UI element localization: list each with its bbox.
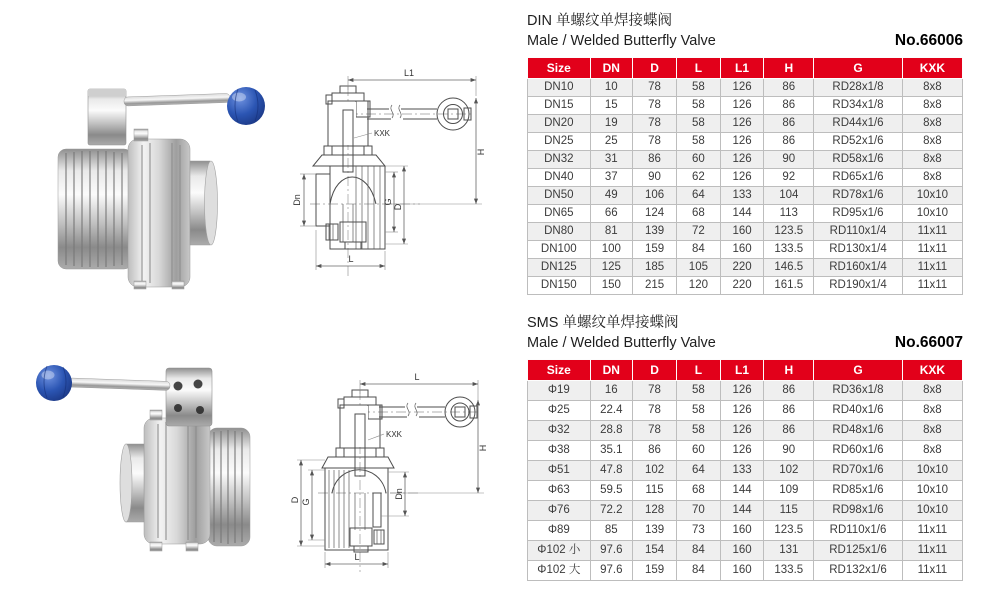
handle-knob [227,87,265,125]
table-cell: 102 [764,461,814,481]
table-cell: 10x10 [902,205,962,223]
table-cell: Φ76 [528,501,591,521]
table-cell: 126 [720,169,764,187]
table-row [528,521,963,541]
table-cell: 8x8 [902,421,962,441]
table-cell: RD48x1/6 [814,421,903,441]
table-cell: 49 [590,187,632,205]
table-cell: 58 [677,79,721,97]
table-cell: RD70x1/6 [814,461,903,481]
table-cell: 58 [677,133,721,151]
table-row [528,481,963,501]
column-header: DN [590,58,632,79]
table-cell: RD132x1/6 [814,561,903,581]
product-title-cn: DIN 单螺纹单焊接蝶阀 [527,13,672,29]
table-cell: 86 [633,441,677,461]
column-header: Size [528,360,591,381]
table-cell: 64 [677,187,721,205]
table-row [528,541,963,561]
table-cell: DN125 [528,259,591,277]
table-cell: 139 [633,521,677,541]
table-cell: 10x10 [902,461,962,481]
product-title-en: Male / Welded Butterfly Valve [527,33,716,49]
technical-drawing-sms [288,360,520,595]
dim-label-outer: D [290,496,300,504]
table-cell: RD60x1/6 [814,441,903,461]
spec-table-din [527,57,963,295]
table-cell: 86 [764,381,814,401]
drawing-dimensions [290,372,488,568]
table-cell: 72 [677,223,721,241]
dim-label-stem: KXK [374,129,391,138]
table-cell: RD65x1/6 [814,169,903,187]
table-cell: 8x8 [902,151,962,169]
table-cell: DN100 [528,241,591,259]
valve-body [120,410,210,551]
table-cell: Φ32 [528,421,591,441]
table-cell: 25 [590,133,632,151]
table-cell: 78 [633,421,677,441]
column-header: L1 [720,360,764,381]
table-cell: DN150 [528,277,591,295]
table-cell: 126 [720,79,764,97]
table-cell: 86 [764,79,814,97]
table-row [528,97,963,115]
table-cell: 160 [720,521,764,541]
table-cell: 68 [677,481,721,501]
table-cell: 97.6 [590,561,632,581]
table-cell: 64 [677,461,721,481]
table-cell: 90 [764,151,814,169]
table-cell: 126 [720,401,764,421]
table-cell: Φ102 大 [528,561,591,581]
table-cell: 8x8 [902,79,962,97]
table-cell: DN40 [528,169,591,187]
table-cell: 126 [720,441,764,461]
dim-label-height: H [476,148,486,156]
table-row [528,205,963,223]
table-cell: RD36x1/8 [814,381,903,401]
table-row [528,561,963,581]
table-cell: Φ19 [528,381,591,401]
table-row [528,115,963,133]
product-photo-din [30,75,300,290]
handle-neck [166,368,212,426]
table-cell: 22.4 [590,401,632,421]
table-cell: 106 [633,187,677,205]
table-cell: 8x8 [902,133,962,151]
table-cell: Φ63 [528,481,591,501]
table-cell: 102 [633,461,677,481]
handle-rod [124,93,230,106]
drawing-handle [367,105,437,119]
table-cell: 84 [677,561,721,581]
table-row [528,259,963,277]
column-header: L [677,58,721,79]
table-cell: 59.5 [590,481,632,501]
product-photo-sms [20,352,300,572]
table-cell: RD52x1/6 [814,133,903,151]
table-cell: RD98x1/6 [814,501,903,521]
table-cell: 86 [764,133,814,151]
table-row [528,461,963,481]
table-row [528,133,963,151]
table-cell: 185 [633,259,677,277]
table-cell: 58 [677,115,721,133]
table-cell: 144 [720,205,764,223]
table-cell: 160 [720,223,764,241]
column-header: KXK [902,360,962,381]
table-cell: Φ38 [528,441,591,461]
column-header: KXK [902,58,962,79]
table-cell: Φ89 [528,521,591,541]
table-cell: 90 [764,441,814,461]
table-row [528,421,963,441]
table-row [528,151,963,169]
table-cell: 78 [633,401,677,421]
table-cell: 78 [633,133,677,151]
column-header: D [633,360,677,381]
handle-knob [36,365,72,401]
table-cell: DN10 [528,79,591,97]
table-cell: Φ102 小 [528,541,591,561]
dim-label-length: L [354,552,360,562]
table-cell: 8x8 [902,401,962,421]
table-cell: 8x8 [902,169,962,187]
column-header: G [814,360,903,381]
table-cell: 86 [764,401,814,421]
table-row [528,277,963,295]
valve-photo-handle-left [20,352,300,572]
table-cell: 90 [633,169,677,187]
table-cell: 15 [590,97,632,115]
valve-drawing-din [288,52,520,302]
product-title-en: Male / Welded Butterfly Valve [527,335,716,351]
table-cell: 10x10 [902,187,962,205]
dim-label-bore: Dn [394,488,404,500]
table-cell: 154 [633,541,677,561]
table-cell: 84 [677,541,721,561]
valve-body [128,129,218,289]
column-header: H [764,360,814,381]
table-cell: 8x8 [902,97,962,115]
handle-neck [88,89,126,145]
dim-label-stem: KXK [386,430,403,439]
table-row [528,381,963,401]
table-cell: 123.5 [764,521,814,541]
drawing-body [313,155,385,249]
table-cell: 133.5 [764,241,814,259]
table-cell: 11x11 [902,541,962,561]
table-cell: 70 [677,501,721,521]
table-cell: DN50 [528,187,591,205]
table-cell: RD110x1/6 [814,521,903,541]
model-number: No.66007 [894,334,963,351]
table-header-row [528,360,963,381]
table-cell: 150 [590,277,632,295]
handle-rod [68,378,170,391]
table-row [528,187,963,205]
table-cell: 16 [590,381,632,401]
table-cell: 104 [764,187,814,205]
table-cell: 58 [677,97,721,115]
table-cell: RD190x1/4 [814,277,903,295]
table-cell: 73 [677,521,721,541]
table-cell: 78 [633,79,677,97]
model-number: No.66006 [894,32,963,49]
dim-label-bore: Dn [292,194,302,206]
spec-panel-sms [527,314,963,581]
table-cell: 8x8 [902,381,962,401]
spec-table-sms [527,359,963,581]
table-cell: Φ51 [528,461,591,481]
table-cell: RD58x1/6 [814,151,903,169]
table-cell: Φ25 [528,401,591,421]
table-cell: RD34x1/8 [814,97,903,115]
table-cell: 62 [677,169,721,187]
table-cell: 115 [633,481,677,501]
table-cell: 161.5 [764,277,814,295]
table-cell: 28.8 [590,421,632,441]
drawing-body [322,457,394,552]
table-row [528,241,963,259]
table-cell: RD110x1/4 [814,223,903,241]
table-cell: DN65 [528,205,591,223]
table-cell: 78 [633,381,677,401]
table-cell: 10x10 [902,501,962,521]
threaded-end [208,428,250,546]
table-cell: 11x11 [902,241,962,259]
table-cell: 92 [764,169,814,187]
table-cell: 58 [677,401,721,421]
table-cell: 113 [764,205,814,223]
table-cell: 133.5 [764,561,814,581]
table-cell: RD125x1/6 [814,541,903,561]
table-cell: 11x11 [902,521,962,541]
table-cell: 215 [633,277,677,295]
column-header: D [633,58,677,79]
table-cell: DN20 [528,115,591,133]
table-row [528,401,963,421]
table-cell: 144 [720,481,764,501]
table-cell: 86 [764,97,814,115]
table-cell: 100 [590,241,632,259]
table-cell: 139 [633,223,677,241]
table-cell: 126 [720,421,764,441]
dim-label-top: L1 [403,68,415,78]
table-row [528,441,963,461]
product-title-cn: SMS 单螺纹单焊接蝶阀 [527,315,679,331]
table-cell: 123.5 [764,223,814,241]
table-row [528,79,963,97]
table-cell: 31 [590,151,632,169]
table-cell: 8x8 [902,441,962,461]
table-cell: 35.1 [590,441,632,461]
column-header: Size [528,58,591,79]
dim-label-length: L [348,254,354,264]
column-header: G [814,58,903,79]
drawing-handle [379,403,445,417]
table-cell: 85 [590,521,632,541]
table-cell: 19 [590,115,632,133]
table-cell: 120 [677,277,721,295]
table-cell: 66 [590,205,632,223]
table-cell: 86 [764,421,814,441]
table-cell: RD130x1/4 [814,241,903,259]
valve-drawing-sms [288,360,520,595]
spec-panel-din [527,12,963,295]
table-cell: 160 [720,241,764,259]
table-cell: 160 [720,561,764,581]
table-cell: 78 [633,97,677,115]
table-cell: 125 [590,259,632,277]
table-cell: 97.6 [590,541,632,561]
dim-label-outer: D [393,203,403,211]
table-header-row [528,58,963,79]
table-cell: 11x11 [902,561,962,581]
table-cell: 109 [764,481,814,501]
dim-label-top: L [414,372,420,382]
table-cell: 128 [633,501,677,521]
table-cell: 11x11 [902,259,962,277]
table-cell: 105 [677,259,721,277]
table-cell: 126 [720,133,764,151]
table-cell: 78 [633,115,677,133]
table-cell: 86 [764,115,814,133]
valve-photo-handle-right [30,75,300,290]
column-header: L [677,360,721,381]
table-cell: 58 [677,421,721,441]
table-cell: 72.2 [590,501,632,521]
table-cell: RD40x1/6 [814,401,903,421]
table-cell: 124 [633,205,677,223]
dim-label-thread: G [301,498,311,506]
table-cell: 60 [677,441,721,461]
table-cell: 131 [764,541,814,561]
table-cell: 84 [677,241,721,259]
table-cell: DN32 [528,151,591,169]
table-cell: 11x11 [902,223,962,241]
dim-label-height: H [478,444,488,452]
table-cell: 146.5 [764,259,814,277]
table-cell: 160 [720,541,764,561]
column-header: H [764,58,814,79]
table-cell: 220 [720,259,764,277]
table-cell: 133 [720,187,764,205]
column-header: DN [590,360,632,381]
table-cell: 115 [764,501,814,521]
table-row [528,501,963,521]
table-cell: RD44x1/6 [814,115,903,133]
table-cell: 126 [720,381,764,401]
table-cell: 8x8 [902,115,962,133]
table-row [528,223,963,241]
table-cell: 220 [720,277,764,295]
table-cell: 126 [720,97,764,115]
table-cell: RD95x1/6 [814,205,903,223]
table-cell: RD78x1/6 [814,187,903,205]
table-cell: 10x10 [902,481,962,501]
dim-label-thread: G [383,198,393,206]
table-cell: 47.8 [590,461,632,481]
table-cell: 81 [590,223,632,241]
table-cell: 60 [677,151,721,169]
table-cell: 159 [633,561,677,581]
table-cell: 58 [677,381,721,401]
table-cell: 68 [677,205,721,223]
table-cell: 133 [720,461,764,481]
technical-drawing-din [288,52,520,302]
table-cell: DN80 [528,223,591,241]
table-cell: 86 [633,151,677,169]
table-cell: 126 [720,151,764,169]
table-cell: RD85x1/6 [814,481,903,501]
table-row [528,169,963,187]
table-cell: 10 [590,79,632,97]
table-cell: DN25 [528,133,591,151]
table-cell: 126 [720,115,764,133]
table-cell: 11x11 [902,277,962,295]
threaded-end [58,149,132,269]
table-cell: RD28x1/8 [814,79,903,97]
table-cell: 159 [633,241,677,259]
table-cell: 37 [590,169,632,187]
table-cell: 144 [720,501,764,521]
column-header: L1 [720,58,764,79]
table-cell: DN15 [528,97,591,115]
table-cell: RD160x1/4 [814,259,903,277]
